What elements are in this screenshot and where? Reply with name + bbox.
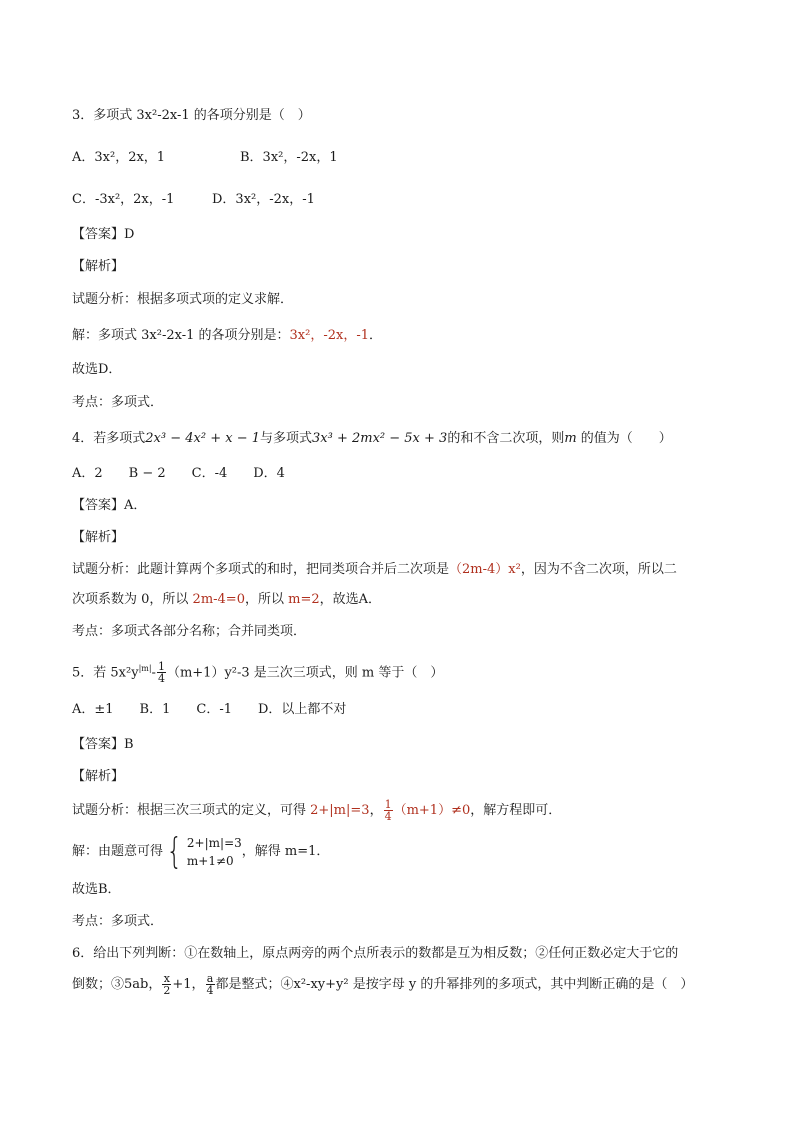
- q3-option-d: D．3x²，-2x，-1: [212, 192, 315, 207]
- q5-analysis-label: 【解析】: [72, 769, 125, 784]
- q5-analysis-pre: 试题分析：根据三次三项式的定义，可得: [72, 803, 311, 818]
- q4-analysis-l1-red: （2m-4）x²: [449, 562, 521, 577]
- q4-stem-post: 的和不含二次项，则: [447, 431, 565, 446]
- q6-frac1-num: x: [163, 972, 170, 985]
- q5-point: 考点：多项式．: [72, 914, 164, 929]
- q5-stem-fraction: [157, 661, 166, 684]
- q4-analysis-l2-red1: 2m-4=0: [192, 592, 245, 607]
- q5-choice: 故选B．: [72, 882, 121, 897]
- q5-solution-post: ，解得 m=1．: [241, 844, 330, 859]
- q3-options-row1: [72, 148, 722, 168]
- q5-analysis-frac-den: 4: [384, 810, 392, 823]
- q4-analysis-line2: [72, 590, 722, 610]
- q4-analysis-l1-pre: 试题分析：此题计算两个多项式的和时，把同类项合并后二次项是: [72, 562, 450, 577]
- q6-fraction-x: [162, 973, 171, 996]
- q3-stem: 3．多项式 3x²-2x-1 的各项分别是（ ）: [72, 108, 311, 123]
- q3-point: 考点：多项式．: [72, 395, 164, 410]
- q3-option-b: B．3x²，-2x，1: [240, 150, 338, 165]
- q6-line1: 6．给出下列判断：①在数轴上，原点两旁的两个点所表示的数都是互为相反数；②任何正数必定大于它的: [72, 946, 679, 961]
- q3-analysis-label: 【解析】: [72, 259, 125, 274]
- q6-frac2-num: a: [206, 972, 214, 985]
- q5-sys-line1: 2+|m|=3: [186, 835, 242, 850]
- q5-analysis-frac-num: 1: [384, 798, 392, 811]
- q5-analysis: [72, 796, 722, 826]
- q5-analysis-fraction: [384, 799, 393, 822]
- q3-option-c: C．-3x²，2x，-1: [72, 192, 175, 207]
- q4-answer: 【答案】A．: [72, 498, 147, 513]
- q5-system-lines: [187, 834, 242, 870]
- q4-analysis-l1-post: ，因为不含二次项，所以二: [520, 562, 677, 577]
- q5-stem: [72, 654, 722, 688]
- q5-sys-line2: m+1≠0: [186, 853, 234, 868]
- q4-stem-mid: 与多项式: [259, 431, 312, 446]
- q3-solution-terms: 3x²，-2x，-1: [289, 328, 369, 343]
- q3-option-a: A．3x²，2x，1: [72, 150, 166, 165]
- q4-analysis-l2-pre: 次项系数为 0，所以: [72, 592, 193, 607]
- q4-expr2: 3x³ + 2mx² − 5x + 3: [312, 431, 448, 446]
- q5-solution-pre: 解：由题意可得: [72, 844, 164, 859]
- q5-analysis-red: 2+|m|=3: [310, 803, 370, 818]
- q5-equation-system: [163, 830, 242, 872]
- q3-solution-text: 解：多项式 3x²-2x-1 的各项分别是：: [72, 328, 290, 343]
- brace-symbol: {: [166, 830, 183, 872]
- q5-analysis-sep: ，: [369, 803, 383, 818]
- q3-options-row2: [72, 190, 722, 210]
- q3-choice: 故选D．: [72, 362, 122, 377]
- q6-frac2-den: 4: [206, 984, 214, 997]
- q4-var-m: m: [564, 431, 577, 446]
- q5-analysis-red2: （m+1）≠0: [393, 803, 471, 818]
- q6-line2: [72, 970, 722, 1000]
- q5-analysis-post: ，解方程即可．: [470, 803, 562, 818]
- q6-frac1-den: 2: [163, 984, 171, 997]
- q3-answer: 【答案】D: [72, 227, 135, 242]
- q6-line2-pre: 倒数；③5ab，: [72, 977, 162, 992]
- q3-solution-end: ．: [369, 328, 383, 343]
- q6-line2-mid: +1，: [172, 977, 205, 992]
- q3-solution: [72, 326, 722, 346]
- q4-stem-end: 的值为（ ）: [576, 431, 672, 446]
- q4-expr1: 2x³ − 4x² + x − 1: [145, 431, 260, 446]
- q4-analysis-line1: [72, 560, 722, 580]
- q6-line2-post: 都是整式；④x²-xy+y² 是按字母 y 的升幂排列的多项式，其中判断正确的是（ ）: [215, 977, 694, 992]
- q5-frac-den: 4: [157, 672, 165, 686]
- q4-stem: [72, 429, 722, 449]
- q3-analysis: 试题分析：根据多项式项的定义求解．: [72, 292, 294, 307]
- q5-stem-pre: 5．若 5x²y: [72, 665, 139, 681]
- q6-fraction-a: [206, 973, 215, 996]
- q5-answer: 【答案】B: [72, 737, 134, 752]
- q5-options: A．±1 B．1 C．-1 D．以上都不对: [72, 702, 347, 717]
- q4-analysis-label: 【解析】: [72, 530, 125, 545]
- q5-frac-num: 1: [157, 660, 165, 674]
- q4-analysis-l2-mid: ，所以: [244, 592, 289, 607]
- q4-point: 考点：多项式各部分名称；合并同类项．: [72, 624, 307, 639]
- q5-stem-sup: |m|: [138, 664, 152, 673]
- q4-stem-pre: 4．若多项式: [72, 431, 146, 446]
- q4-analysis-l2-red2: m=2: [288, 592, 320, 607]
- q4-options: A．2 B − 2 C．-4 D．4: [72, 466, 285, 481]
- q5-solution: [72, 832, 722, 872]
- q5-stem-post: （m+1）y²-3 是三次三项式，则 m 等于（ ）: [166, 665, 444, 681]
- q5-stem-minus: -: [151, 665, 156, 681]
- q4-analysis-l2-post: ，故选A．: [319, 592, 382, 607]
